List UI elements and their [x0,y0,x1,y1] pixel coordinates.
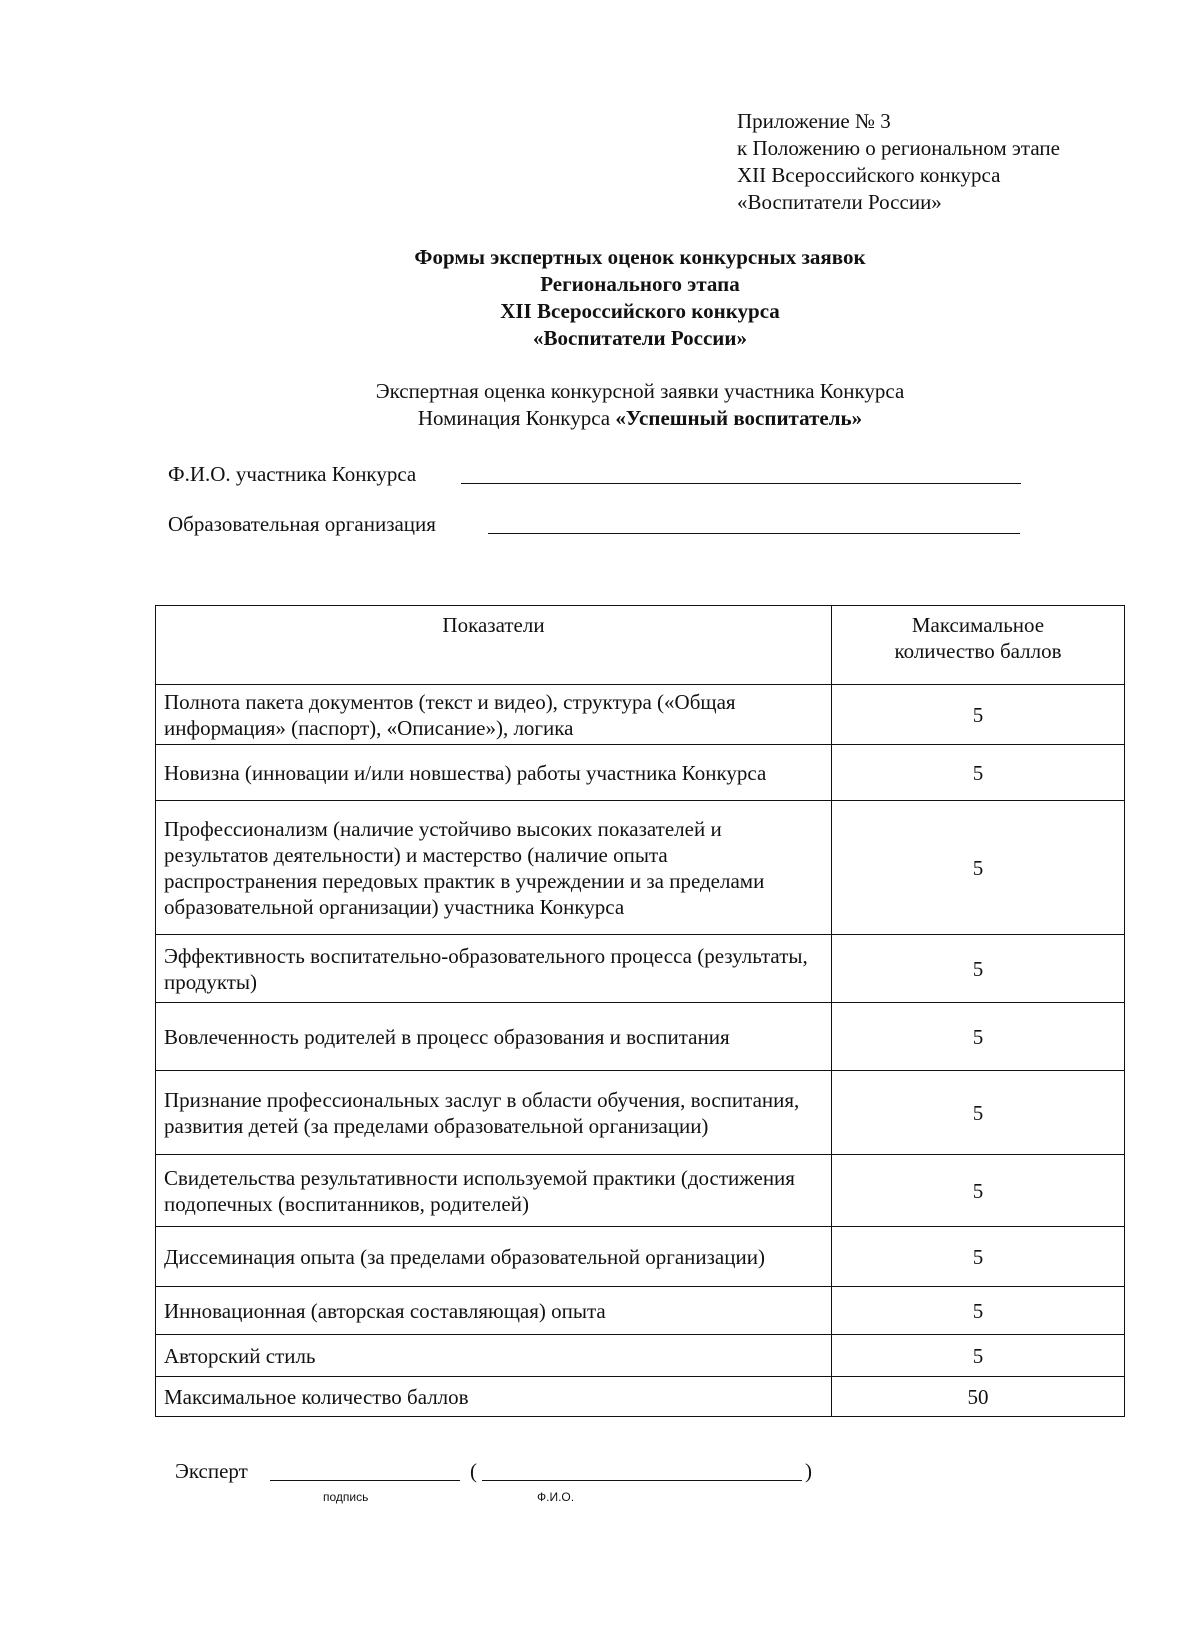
signature-line[interactable] [270,1480,460,1481]
table-total-row [156,1377,1125,1417]
indicator-cell: Свидетельства результативности используемой практики (достижения подопечных (воспитанников, родителей) [156,1155,832,1227]
nomination-line [0,405,1200,432]
indicator-cell: Вовлеченность родителей в процесс образования и воспитания [156,1003,832,1071]
organization-label: Образовательная организация [168,512,436,536]
close-paren: ) [805,1459,812,1483]
header-max-line: количество баллов [894,639,1062,663]
header-max-line: Максимальное [911,613,1045,637]
header-indicators: Показатели [156,606,832,685]
indicator-cell: Признание профессиональных заслуг в области обучения, воспитания, развития детей (за пределами образовательной организации) [156,1071,832,1155]
indicator-cell: Инновационная (авторская составляющая) опыта [156,1287,832,1335]
participant-name-field[interactable] [168,461,416,488]
signature-caption: подпись [323,1490,369,1504]
appendix-line: «Воспитатели России» [737,190,942,214]
appendix-note [737,108,1060,216]
form-subtitle [0,378,1200,432]
participant-name-label: Ф.И.О. участника Конкурса [168,462,417,486]
table-row [156,1003,1125,1071]
points-cell: 5 [832,1335,1125,1377]
table-header-row [156,606,1125,685]
evaluation-table [155,605,1125,1417]
expert-name-line[interactable] [482,1480,802,1481]
nomination-prefix: Номинация Конкурса [417,406,616,430]
indicator-cell: Профессионализм (наличие устойчиво высоких показателей и результатов деятельности) и мастерство (наличие опыта распространения передовых практик в учреждении и за пределами образовательной организации) участника Конкурса [156,801,832,935]
table-row [156,1287,1125,1335]
points-cell: 5 [832,685,1125,745]
nomination-name: «Успешный воспитатель» [615,406,863,430]
header-max-points [832,606,1125,685]
points-cell: 5 [832,1155,1125,1227]
points-cell: 5 [832,745,1125,801]
expert-label: Эксперт [175,1459,248,1483]
appendix-line: к Положению о региональном этапе [737,136,1060,160]
participant-name-line[interactable] [461,483,1021,484]
indicator-cell: Максимальное количество баллов [156,1377,832,1417]
subtitle-line: Экспертная оценка конкурсной заявки участника Конкурса [375,379,905,403]
points-cell: 5 [832,1003,1125,1071]
points-cell: 5 [832,1071,1125,1155]
points-cell: 5 [832,1287,1125,1335]
table-row [156,935,1125,1003]
points-cell: 5 [832,801,1125,935]
points-cell: 5 [832,1227,1125,1287]
name-caption: Ф.И.О. [537,1490,575,1504]
appendix-line: XII Всероссийского конкурса [737,163,1001,187]
document-title [0,244,1200,352]
open-paren: ( [470,1459,477,1483]
indicator-cell: Авторский стиль [156,1335,832,1377]
points-cell: 50 [832,1377,1125,1417]
table-row [156,685,1125,745]
title-line: Регионального этапа [540,272,740,296]
indicator-cell: Новизна (инновации и/или новшества) работы участника Конкурса [156,745,832,801]
title-line: Формы экспертных оценок конкурсных заявок [414,245,866,269]
indicator-cell: Эффективность воспитательно-образовательного процесса (результаты, продукты) [156,935,832,1003]
organization-line[interactable] [488,533,1020,534]
appendix-line: Приложение № 3 [737,109,891,133]
table-row [156,1071,1125,1155]
table-row [156,1335,1125,1377]
indicator-cell: Диссеминация опыта (за пределами образовательной организации) [156,1227,832,1287]
expert-signature-block [175,1458,812,1485]
table-row [156,1155,1125,1227]
title-line: XII Всероссийского конкурса [500,299,780,323]
table-row [156,801,1125,935]
title-line: «Воспитатели России» [533,326,747,350]
table-row [156,1227,1125,1287]
points-cell: 5 [832,935,1125,1003]
organization-field[interactable] [168,511,436,538]
indicator-cell: Полнота пакета документов (текст и видео), структура («Общая информация» (паспорт), «Описание»), логика [156,685,832,745]
table-row [156,745,1125,801]
